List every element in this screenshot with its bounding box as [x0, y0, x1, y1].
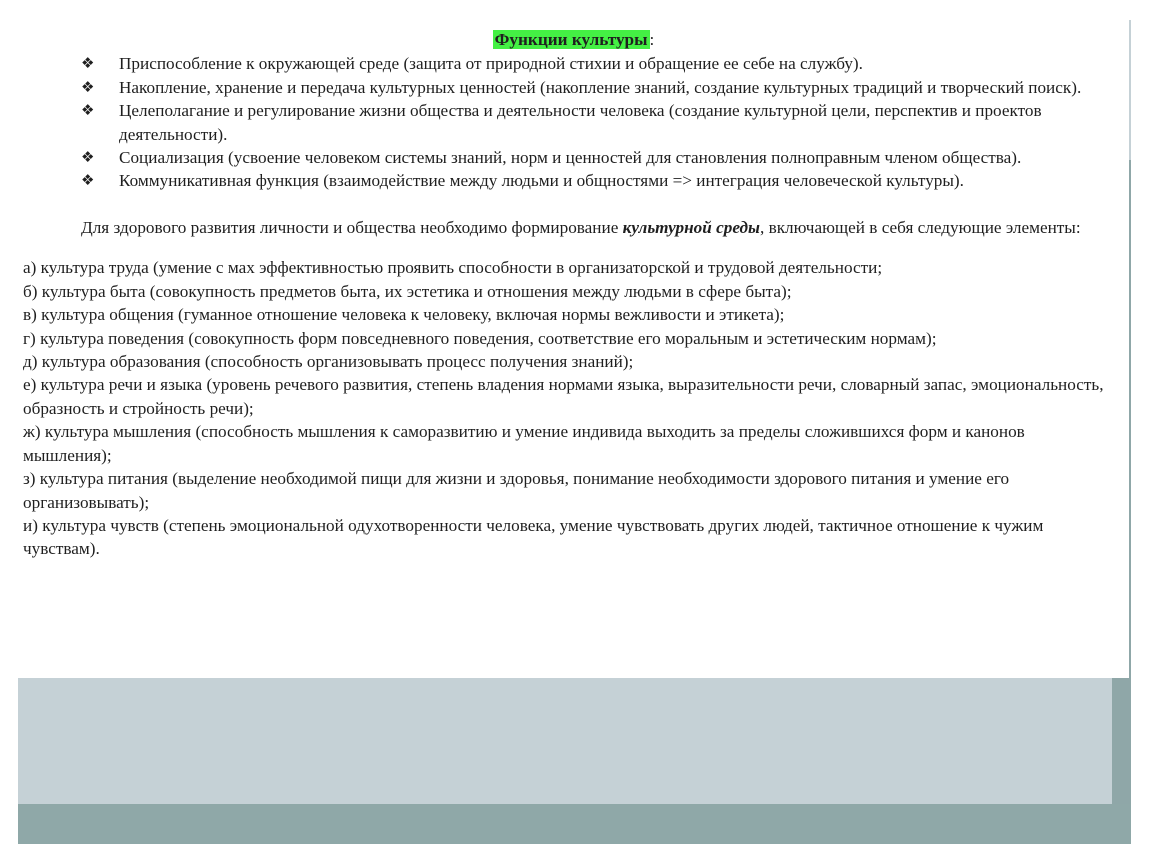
list-item: в) культура общения (гуманное отношение человека к человеку, включая нормы вежливости и этикета);: [23, 305, 785, 325]
list-item: з) культура питания (выделение необходимой пищи для жизни и здоровья, понимание необходимости здорового питания и умение его организовывать);: [23, 469, 1010, 512]
function-text: Коммуникативная функция (взаимодействие между людьми и общностями => интеграция человеческой культуры).: [119, 171, 964, 191]
diamond-four-bullet-icon: ❖: [81, 171, 95, 190]
list-item: [18, 76, 1129, 99]
title-colon: :: [649, 30, 655, 49]
list-item: [18, 52, 1129, 75]
elements-list: [18, 256, 1129, 560]
function-text: Приспособление к окружающей среде (защита от природной стихии и обращение ее себе на службу).: [119, 54, 863, 74]
list-item: д) культура образования (способность организовывать процесс получения знаний);: [23, 352, 634, 372]
document-page: [18, 20, 1129, 678]
intro-text-before: Для здорового развития личности и общества необходимо формирование: [81, 217, 623, 237]
functions-list: [18, 52, 1129, 192]
diamond-four-bullet-icon: ❖: [81, 148, 95, 167]
diamond-four-bullet-icon: ❖: [81, 77, 95, 96]
intro-paragraph: [18, 216, 1129, 239]
list-item: а) культура труда (умение с мах эффективностью проявить способности в организаторской и трудовой деятельности;: [23, 258, 883, 278]
function-text: Социализация (усвоение человеком системы знаний, норм и ценностей для становления полноправным членом общества).: [119, 148, 1022, 168]
title-highlight: Функции культуры: [494, 30, 648, 49]
list-item: [18, 99, 1129, 146]
list-item: и) культура чувств (степень эмоциональной одухотворенности человека, умение чувствовать других людей, тактичное отношение к чужим чувствам).: [23, 515, 1044, 559]
document-title: [18, 28, 1129, 51]
list-item: г) культура поведения (совокупность форм повседневного поведения, соответствие его моральным и эстетическим нормам);: [23, 328, 937, 348]
function-text: Накопление, хранение и передача культурных ценностей (накопление знаний, создание культурных традиций и творческий поиск).: [119, 77, 1082, 97]
document-content: [18, 28, 1129, 561]
slide-bottom-band: [18, 804, 1131, 844]
list-item: е) культура речи и языка (уровень речевого развития, степень владения нормами языка, выразительности речи, словарный запас, эмоциональность, образность и стройность речи);: [23, 375, 1104, 418]
diamond-four-bullet-icon: ❖: [81, 54, 95, 73]
list-item: [18, 169, 1129, 192]
intro-emphasis: культурной среды: [622, 217, 760, 237]
function-text: Целеполагание и регулирование жизни общества и деятельности человека (создание культурной цели, перспектив и проектов деятельности).: [119, 101, 1042, 144]
list-item: ж) культура мышления (способность мышления к саморазвитию и умение индивида выходить за пределы сложившихся форм и канонов мышления);: [23, 422, 1025, 465]
intro-text-after: , включающей в себя следующие элементы:: [759, 217, 1081, 237]
diamond-four-bullet-icon: ❖: [81, 101, 95, 120]
list-item: б) культура быта (совокупность предметов быта, их эстетика и отношения между людьми в сфере быта);: [23, 281, 792, 301]
list-item: [18, 146, 1129, 169]
